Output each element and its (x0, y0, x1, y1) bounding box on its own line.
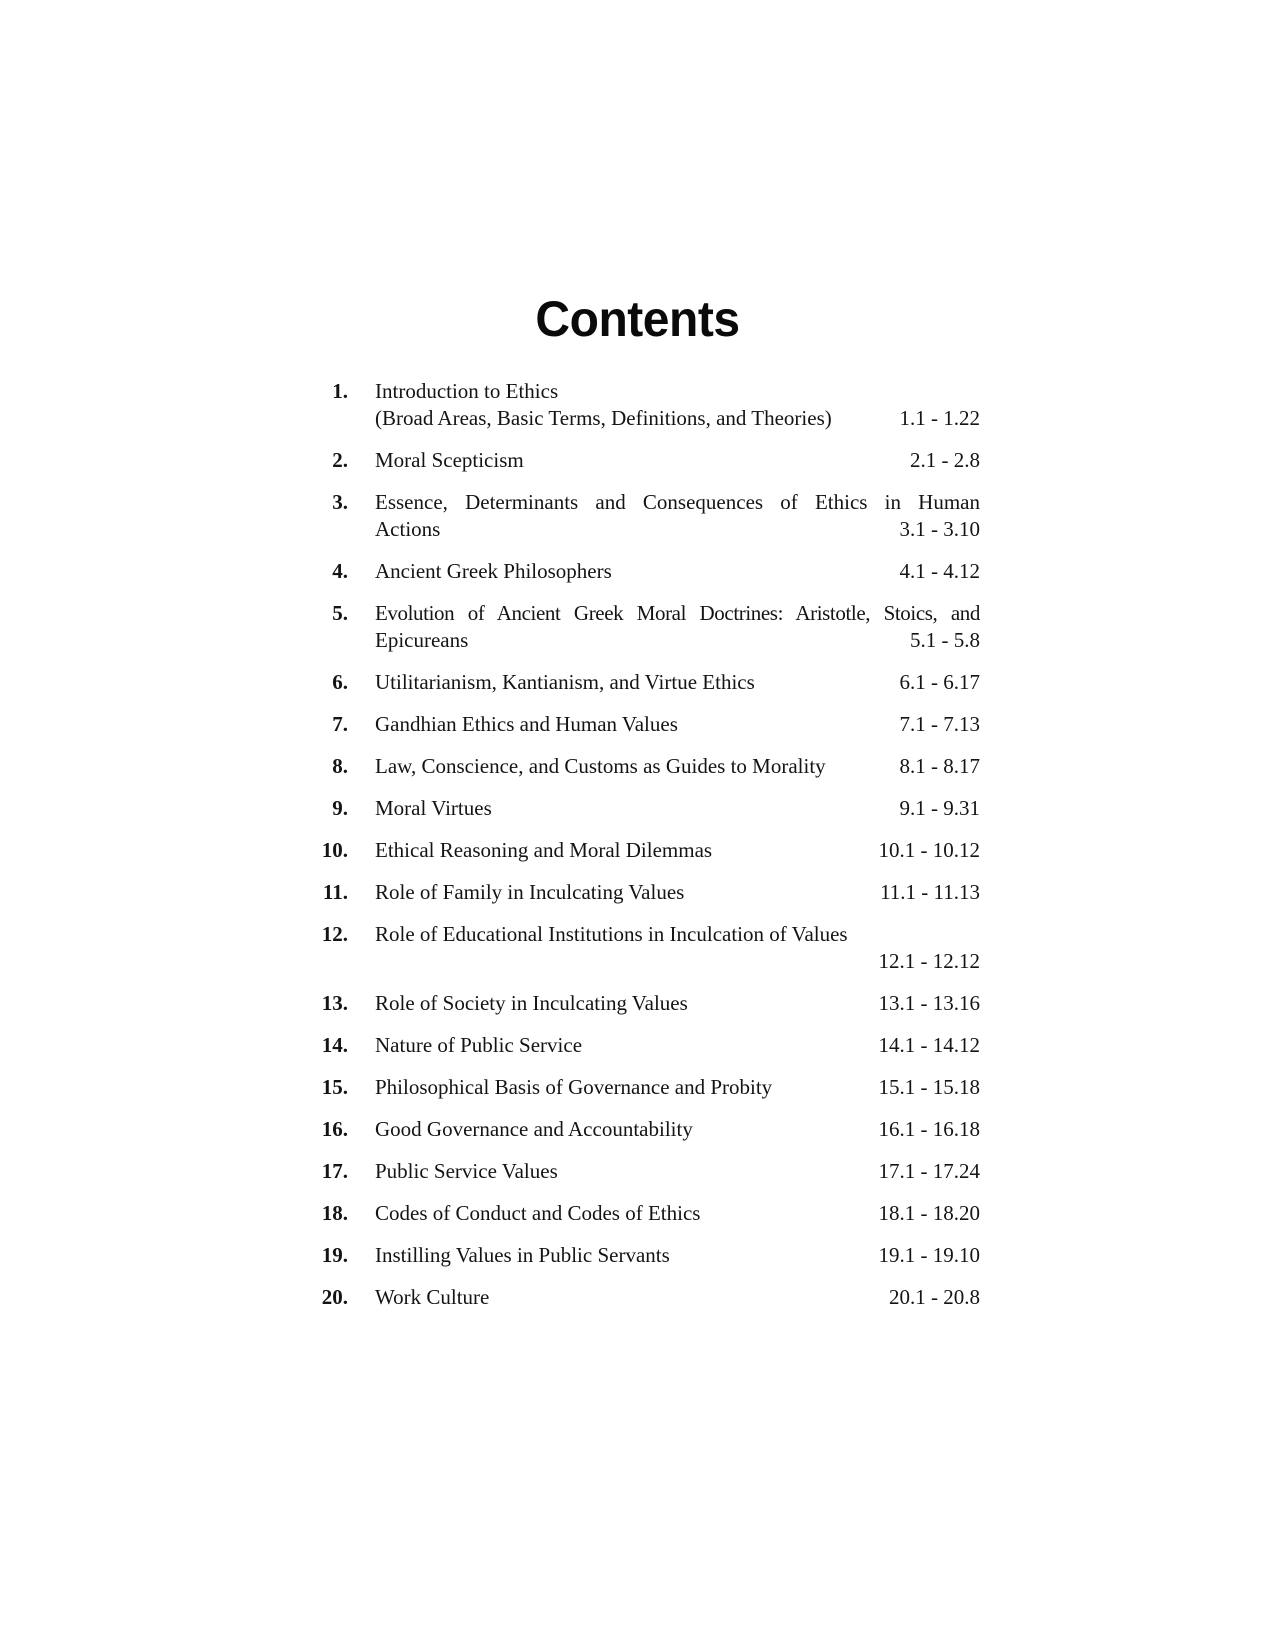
chapter-title-line: Actions (375, 517, 441, 541)
chapter-number: 3. (332, 490, 348, 514)
chapter-title: Ancient Greek Philosophers (375, 559, 612, 583)
page-range: 4.1 - 4.12 (899, 559, 980, 583)
chapter-title: Gandhian Ethics and Human Values (375, 712, 678, 736)
chapter-title: Role of Family in Inculcating Values (375, 880, 685, 904)
chapter-title: Moral Scepticism (375, 448, 524, 472)
chapter-number: 19. (321, 1243, 348, 1267)
chapter-number: 11. (322, 880, 348, 904)
chapter-title: Instilling Values in Public Servants (375, 1243, 670, 1267)
chapter-title: Work Culture (375, 1285, 490, 1309)
chapter-number: 16. (321, 1117, 348, 1141)
chapter-number: 7. (332, 712, 348, 736)
page-range: 12.1 - 12.12 (878, 949, 980, 973)
chapter-title: Utilitarianism, Kantianism, and Virtue Ethics (375, 670, 755, 694)
toc-entry-2[interactable] (300, 447, 980, 474)
chapter-number: 4. (332, 559, 348, 583)
toc-entry-17[interactable] (300, 1158, 980, 1185)
toc-entry-9[interactable] (300, 795, 980, 822)
toc-entry-15[interactable] (300, 1074, 980, 1101)
chapter-title-line: Evolution of Ancient Greek Moral Doctrines: Aristotle, Stoics, and (375, 601, 980, 625)
toc-entry-1[interactable] (300, 378, 980, 432)
toc-entry-12[interactable] (300, 921, 980, 975)
toc-entry-11[interactable] (300, 879, 980, 906)
chapter-title: Law, Conscience, and Customs as Guides to Morality (375, 754, 826, 778)
page-range: 15.1 - 15.18 (878, 1075, 980, 1099)
chapter-title-line: Epicureans (375, 628, 469, 652)
page-range: 1.1 - 1.22 (899, 406, 980, 430)
chapter-number: 10. (321, 838, 348, 862)
page-range: 14.1 - 14.12 (878, 1033, 980, 1057)
chapter-title-line: Introduction to Ethics (375, 379, 559, 403)
page-range: 6.1 - 6.17 (899, 670, 980, 694)
chapter-number: 13. (321, 991, 348, 1015)
toc-entry-10[interactable] (300, 837, 980, 864)
toc-entry-14[interactable] (300, 1032, 980, 1059)
chapter-title: Codes of Conduct and Codes of Ethics (375, 1201, 701, 1225)
chapter-title: Public Service Values (375, 1159, 558, 1183)
toc-entry-18[interactable] (300, 1200, 980, 1227)
chapter-number: 17. (321, 1159, 348, 1183)
toc-entry-20[interactable] (300, 1284, 980, 1311)
toc-entry-7[interactable] (300, 711, 980, 738)
chapter-title-line: (Broad Areas, Basic Terms, Definitions, and Theories) (375, 406, 832, 430)
toc-entry-16[interactable] (300, 1116, 980, 1143)
chapter-number: 6. (332, 670, 348, 694)
chapter-title: Nature of Public Service (375, 1033, 583, 1057)
page-range: 7.1 - 7.13 (899, 712, 980, 736)
page-range: 5.1 - 5.8 (910, 628, 980, 652)
chapter-title: Role of Society in Inculcating Values (375, 991, 688, 1015)
chapter-title: Moral Virtues (375, 796, 492, 820)
chapter-number: 18. (321, 1201, 348, 1225)
page-range: 11.1 - 11.13 (880, 880, 980, 904)
chapter-number: 9. (332, 796, 348, 820)
toc-entry-4[interactable] (300, 558, 980, 585)
chapter-number: 2. (332, 448, 348, 472)
page-range: 2.1 - 2.8 (910, 448, 980, 472)
chapter-number: 14. (321, 1033, 348, 1057)
page-range: 8.1 - 8.17 (899, 754, 980, 778)
chapter-title: Good Governance and Accountability (375, 1117, 693, 1141)
toc-entry-8[interactable] (300, 753, 980, 780)
page-range: 10.1 - 10.12 (878, 838, 980, 862)
toc-entry-3[interactable] (300, 489, 980, 543)
table-of-contents (300, 378, 980, 1326)
toc-entry-6[interactable] (300, 669, 980, 696)
chapter-title: Role of Educational Institutions in Inculcation of Values (375, 922, 848, 946)
chapter-number: 8. (332, 754, 348, 778)
chapter-number: 12. (321, 922, 348, 946)
chapter-title-line: Essence, Determinants and Consequences of Ethics in Human (375, 490, 980, 514)
chapter-number: 1. (332, 379, 348, 403)
chapter-number: 20. (321, 1285, 348, 1309)
toc-entry-13[interactable] (300, 990, 980, 1017)
chapter-number: 5. (332, 601, 348, 625)
page-range: 19.1 - 19.10 (878, 1243, 980, 1267)
page-range: 18.1 - 18.20 (878, 1201, 980, 1225)
page-range: 20.1 - 20.8 (889, 1285, 980, 1309)
page-range: 13.1 - 13.16 (878, 991, 980, 1015)
chapter-title: Philosophical Basis of Governance and Probity (375, 1075, 773, 1099)
page-title: Contents (535, 291, 740, 347)
page-range: 9.1 - 9.31 (899, 796, 980, 820)
page-range: 3.1 - 3.10 (899, 517, 980, 541)
chapter-number: 15. (321, 1075, 348, 1099)
page-range: 17.1 - 17.24 (878, 1159, 980, 1183)
page-range: 16.1 - 16.18 (878, 1117, 980, 1141)
toc-entry-19[interactable] (300, 1242, 980, 1269)
toc-entry-5[interactable] (300, 600, 980, 654)
chapter-title: Ethical Reasoning and Moral Dilemmas (375, 838, 713, 862)
